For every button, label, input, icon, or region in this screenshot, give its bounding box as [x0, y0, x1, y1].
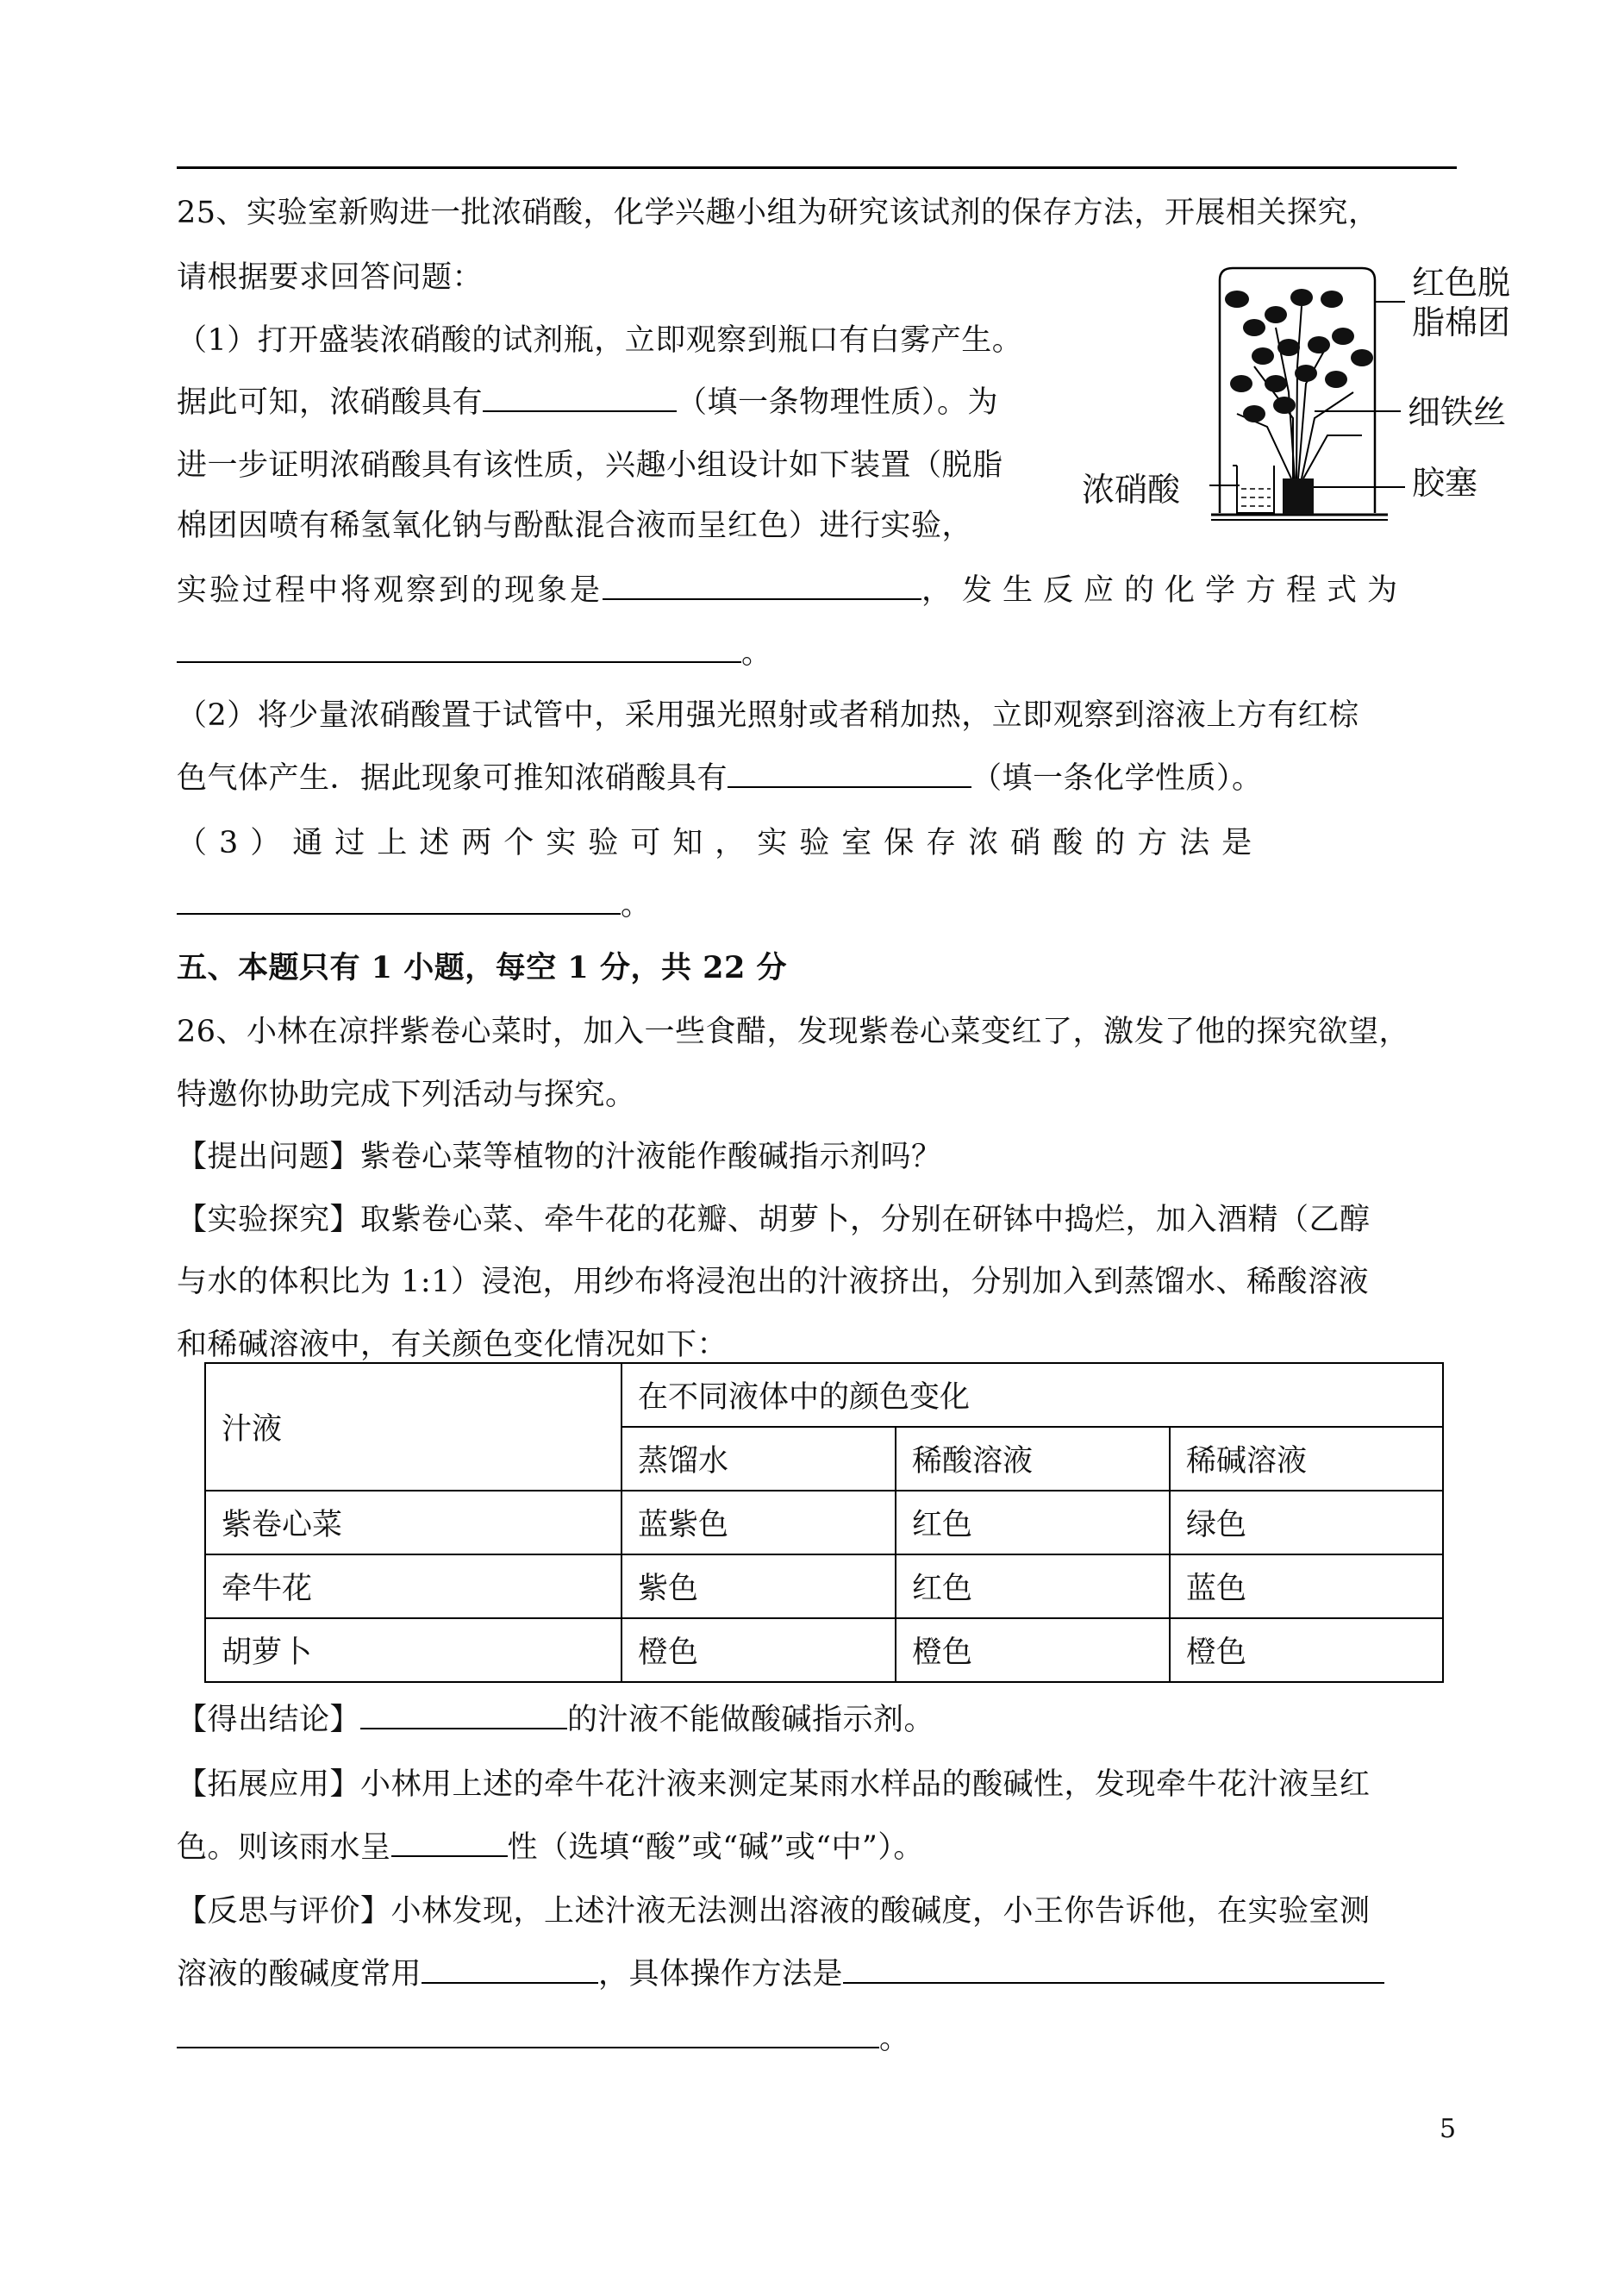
q26-apply-line-2 — [177, 1826, 924, 1869]
answer-blank-acidity[interactable] — [391, 1826, 508, 1857]
q26-apply-line-1: 【拓展应用】小林用上述的牵牛花汁液来测定某雨水样品的酸碱性，发现牵牛花汁液呈红 — [177, 1767, 1371, 1802]
q25-line-6: 棉团因喷有稀氢氧化钠与酚酞混合液而呈红色）进行实验， — [177, 509, 973, 543]
apparatus-figure — [1069, 263, 1534, 530]
q26-reflect-line-2 — [177, 1953, 1384, 1996]
q25-line-3: （1）打开盛装浓硝酸的试剂瓶，立即观察到瓶口有白雾产生。 — [177, 323, 1023, 358]
table-cell: 橙色 — [896, 1618, 1170, 1682]
q25-line-7-text-b: ，发生反应的化学方程式为 — [921, 573, 1409, 608]
table-cell: 紫色 — [621, 1554, 896, 1618]
table-cell: 蓝色 — [1170, 1554, 1443, 1618]
table-cell: 红色 — [896, 1491, 1170, 1554]
table-header-juice: 汁液 — [205, 1363, 621, 1491]
answer-blank-storage-method[interactable] — [177, 884, 621, 915]
q26-reflect-line-1: 【反思与评价】小林发现，上述汁液无法测出溶液的酸碱度，小王你告诉他，在实验室测 — [177, 1894, 1371, 1929]
table-row — [205, 1554, 1443, 1618]
q25-line-7-text-a: 实验过程中将观察到的现象是 — [177, 573, 603, 608]
q25-line-4-text-a: 据此可知，浓硝酸具有 — [177, 385, 484, 420]
q25-line-1: 25、实验室新购进一批浓硝酸，化学兴趣小组为研究该试剂的保存方法，开展相关探究， — [177, 196, 1379, 230]
table-header-color-change: 在不同液体中的颜色变化 — [621, 1363, 1443, 1427]
q26-apply-text-b: 性（选填“酸”或“碱”或“中”）。 — [507, 1830, 924, 1865]
table-row — [205, 1491, 1443, 1554]
q25-line-8-period: 。 — [741, 636, 772, 671]
q25-line-4 — [177, 381, 998, 424]
label-stopper: 胶塞 — [1412, 464, 1478, 502]
table-cell: 绿色 — [1170, 1491, 1443, 1554]
table-cell: 红色 — [896, 1554, 1170, 1618]
color-change-table — [204, 1362, 1444, 1683]
q26-line-6: 和稀碱溶液中，有关颜色变化情况如下： — [177, 1328, 728, 1362]
table-cell: 橙色 — [621, 1618, 896, 1682]
table-cell: 橙色 — [1170, 1618, 1443, 1682]
q26-apply-text-a: 色。则该雨水呈 — [177, 1830, 391, 1865]
label-nitric-acid: 浓硝酸 — [1082, 471, 1181, 509]
q26-conclusion — [177, 1698, 934, 1742]
table-row — [205, 1618, 1443, 1682]
q25-line-7 — [177, 569, 1408, 612]
label-red-cotton: 红色脱 脂棉团 — [1412, 264, 1511, 341]
answer-blank-physical-property[interactable] — [483, 381, 677, 412]
table-subheader-dilute-base: 稀碱溶液 — [1170, 1427, 1443, 1491]
q26-reflect-line-3 — [177, 2017, 910, 2060]
table-cell-name: 牵牛花 — [205, 1554, 621, 1618]
q25-line-8 — [177, 632, 772, 675]
q25-line-5: 进一步证明浓硝酸具有该性质，兴趣小组设计如下装置（脱脂 — [177, 448, 1003, 483]
q25-line-9: （2）将少量浓硝酸置于试管中，采用强光照射或者稍加热，立即观察到溶液上方有红棕 — [177, 698, 1359, 733]
q25-line-2: 请根据要求回答问题： — [177, 260, 484, 295]
q25-line-10-text-a: 色气体产生．据此现象可推知浓硝酸具有 — [177, 761, 728, 796]
q26-reflect-text-b: ，具体操作方法是 — [598, 1957, 844, 1992]
q26-line-2: 特邀你协助完成下列活动与探究。 — [177, 1078, 636, 1112]
q26-reflect-text-a: 溶液的酸碱度常用 — [177, 1957, 422, 1992]
q26-conclusion-label: 【得出结论】 — [177, 1703, 361, 1737]
table-cell-name: 紫卷心菜 — [205, 1491, 621, 1554]
header-rule — [177, 166, 1457, 169]
q26-line-5: 与水的体积比为 1:1）浸泡，用纱布将浸泡出的汁液挤出，分别加入到蒸馏水、稀酸溶液 — [177, 1265, 1369, 1299]
q25-line-12-period: 。 — [621, 888, 652, 922]
answer-blank-chemical-property[interactable] — [728, 757, 971, 788]
label-iron-wire: 细铁丝 — [1408, 393, 1507, 431]
answer-blank-conclusion[interactable] — [360, 1698, 567, 1729]
q25-line-11: （3）通过上述两个实验可知，实验室保存浓硝酸的方法是 — [177, 826, 1265, 860]
q26-conclusion-text: 的汁液不能做酸碱指示剂。 — [567, 1703, 935, 1737]
table-subheader-dilute-acid: 稀酸溶液 — [896, 1427, 1170, 1491]
answer-blank-ph-tool[interactable] — [422, 1953, 598, 1984]
section-5-heading: 五、本题只有 1 小题，每空 1 分，共 22 分 — [177, 950, 788, 985]
answer-blank-equation[interactable] — [177, 632, 741, 663]
answer-blank-procedure-b[interactable] — [177, 2017, 879, 2048]
page-number: 5 — [1440, 2114, 1457, 2144]
q26-line-1: 26、小林在凉拌紫卷心菜时，加入一些食醋，发现紫卷心菜变红了，激发了他的探究欲望， — [177, 1015, 1410, 1049]
q25-line-10 — [177, 757, 1263, 800]
table-subheader-distilled-water: 蒸馏水 — [621, 1427, 896, 1491]
table-cell-name: 胡萝卜 — [205, 1618, 621, 1682]
q26-line-3: 【提出问题】紫卷心菜等植物的汁液能作酸碱指示剂吗？ — [177, 1140, 942, 1174]
table-cell: 蓝紫色 — [621, 1491, 896, 1554]
answer-blank-procedure-a[interactable] — [843, 1953, 1384, 1984]
q25-line-12 — [177, 884, 652, 927]
answer-blank-phenomenon[interactable] — [603, 569, 921, 600]
q26-line-4: 【实验探究】取紫卷心菜、牵牛花的花瓣、胡萝卜，分别在研钵中捣烂，加入酒精（乙醇 — [177, 1203, 1371, 1237]
q25-line-4-text-b: （填一条物理性质）。为 — [677, 385, 999, 420]
q26-reflect-period: 。 — [879, 2022, 910, 2056]
q25-line-10-text-b: （填一条化学性质）。 — [971, 761, 1263, 796]
